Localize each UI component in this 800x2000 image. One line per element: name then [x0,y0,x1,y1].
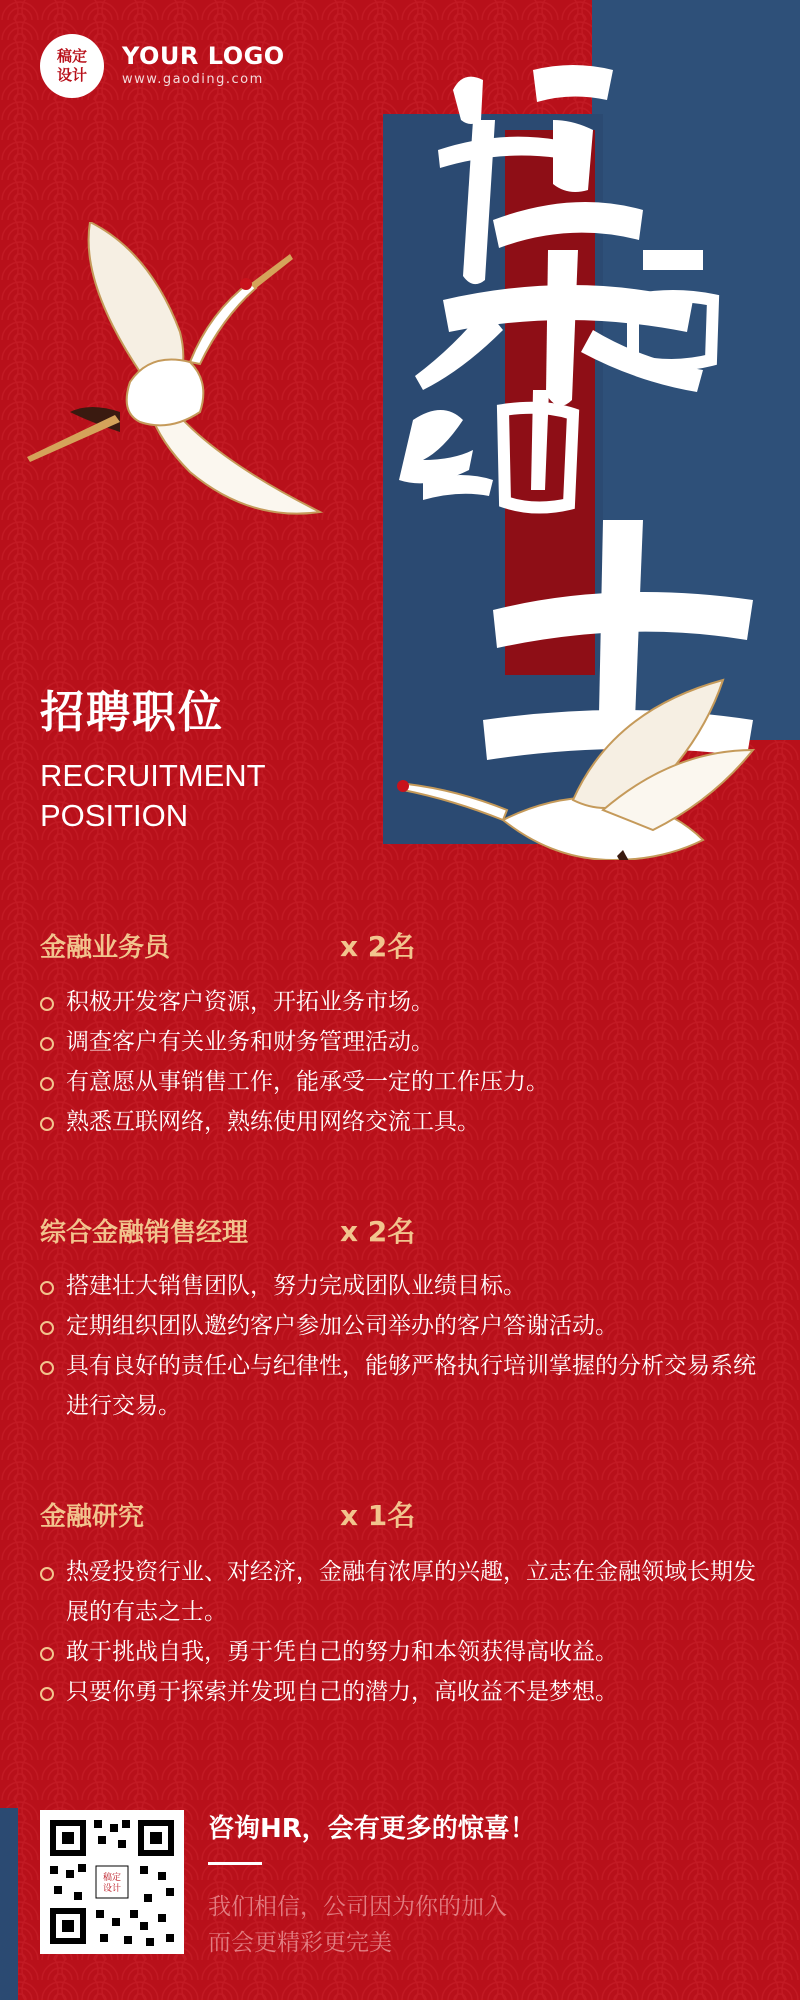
job-duty-item: 调查客户有关业务和财务管理活动。 [40,1022,766,1062]
job-duty-list [40,1266,766,1426]
job-count: x 2名 [340,930,416,963]
job-duty-item: 具有良好的责任心与纪律性，能够严格执行培训掌握的分析交易系统进行交易。 [40,1346,756,1426]
job-count: x 2名 [340,1215,416,1248]
brush-calligraphy-icon [399,65,753,760]
hero-calligraphy: 招贤纳士 [383,0,387,1]
contact-desc-line1: 我们相信，公司因为你的加入 [208,1894,507,1920]
job-duty-list [40,1552,766,1712]
crane-left-icon [20,222,330,527]
job-duty-list [40,982,766,1142]
divider [208,1862,262,1865]
section-title-en-line1: RECRUITMENT [40,758,266,793]
job-duty-item: 定期组织团队邀约客户参加公司举办的客户答谢活动。 [40,1306,766,1346]
job-duty-item: 热爱投资行业、对经济，金融有浓厚的兴趣，立志在金融领域长期发展的有志之士。 [40,1552,756,1632]
contact-desc-line2: 而会更精彩更完美 [208,1930,392,1956]
job-title: 综合金融销售经理 [40,1218,249,1248]
qr-label-2: 设计 [102,1884,122,1894]
job-duty-item: 搭建壮大销售团队，努力完成团队业绩目标。 [40,1266,766,1306]
job-duty-item: 只要你勇于探索并发现自己的潜力，高收益不是梦想。 [40,1672,766,1712]
qr-code[interactable] [40,1810,184,1954]
logo-text[interactable]: YOUR LOGO [122,42,285,70]
section-title-cn: 招聘职位 [40,687,224,738]
logo-badge-line2: 设计 [56,66,87,84]
job-duty-item: 熟悉互联网络，熟练使用网络交流工具。 [40,1102,766,1142]
logo-badge[interactable] [40,34,104,98]
hero-calligraphy-art [383,0,800,860]
crane-icon [397,680,753,860]
job-duty-item: 敢于挑战自我，勇于凭自己的努力和本领获得高收益。 [40,1632,766,1672]
corner-accent [0,1808,18,2000]
logo-badge-line1: 稿定 [56,47,87,65]
contact-title: 咨询HR，会有更多的惊喜！ [208,1814,536,1844]
section-title-en [40,756,266,836]
logo-url[interactable]: www.gaoding.com [122,72,264,87]
job-title: 金融业务员 [40,933,171,963]
job-duty-item: 积极开发客户资源，开拓业务市场。 [40,982,766,1022]
job-title: 金融研究 [40,1502,145,1532]
qr-code-icon [40,1810,184,1954]
job-duty-item: 有意愿从事销售工作，能承受一定的工作压力。 [40,1062,766,1102]
job-count: x 1名 [340,1499,416,1532]
section-title-en-line2: POSITION [40,798,189,833]
qr-label-1: 稿定 [102,1873,122,1883]
